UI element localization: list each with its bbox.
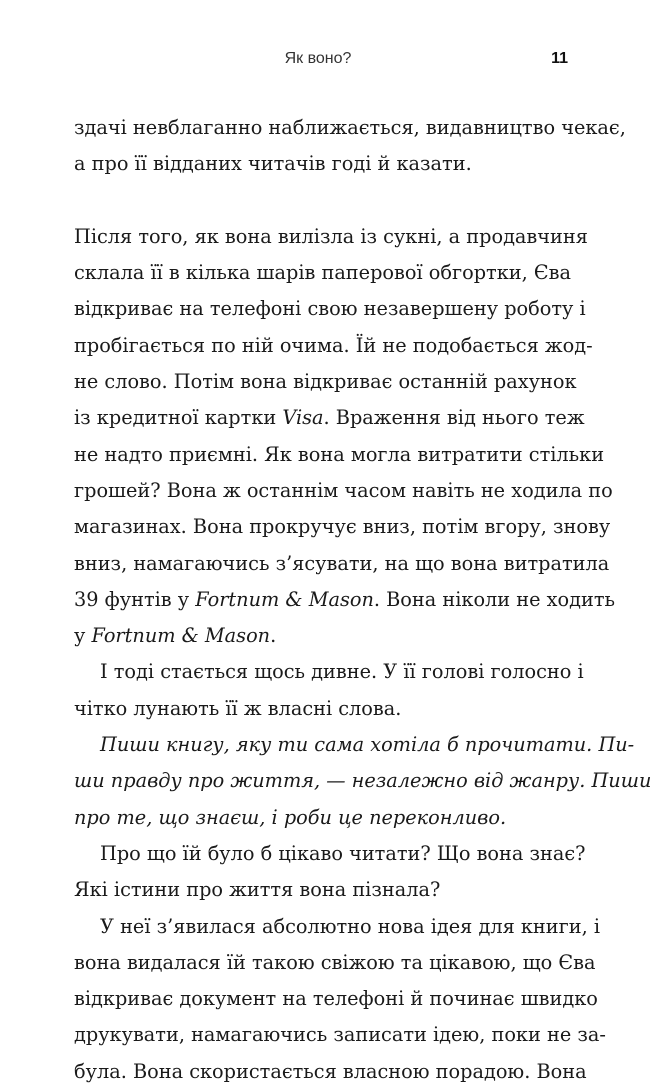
text-line: була. Вона скористається власною порадою. Вона (74, 1059, 587, 1083)
text-line: склала її в кілька шарів паперової обгортки, Єва (74, 261, 571, 285)
text-line: Після того, як вона вилізла із сукні, а продавчиня (74, 224, 588, 248)
text-segment: у (74, 624, 86, 648)
text-segment: 39 фунтів у (74, 587, 190, 611)
text-segment: . Вона ніколи не ходить (373, 587, 616, 611)
text-segment: . Враження від нього теж (323, 406, 585, 430)
text-line: друкувати, намагаючись записати ідею, поки не за- (74, 1023, 606, 1047)
text-line: грошей? Вона ж останнім часом навіть не ходила по (74, 478, 613, 502)
text-line: відкриває на телефоні свою незавершену роботу і (74, 297, 586, 321)
text-line: Які істини про життя вона пізнала? (74, 878, 441, 902)
brand-fortnum: Fortnum & Mason (91, 624, 271, 648)
text-line: чітко лунають її ж власні слова. (74, 696, 402, 720)
text-line: відкриває документ на телефоні й починає швидко (74, 987, 598, 1011)
body-text (74, 110, 651, 1090)
brand-fortnum: Fortnum & Mason (195, 587, 374, 611)
quote-line: ши правду про життя, — незалежно від жанру. Пиши (74, 769, 651, 793)
text-line: пробігається по ній очима. Їй не подобається жод- (74, 333, 593, 357)
text-line: магазинах. Вона прокручує вниз, потім вгору, знову (74, 515, 611, 539)
text-line: а про її відданих читачів годі й казати. (74, 152, 472, 176)
page-number: 11 (551, 50, 568, 67)
text-line: не слово. Потім вона відкриває останній рахунок (74, 370, 577, 394)
text-line: вона видалася їй такою свіжою та цікавою, що Єва (74, 950, 596, 974)
text-line (74, 400, 585, 436)
brand-visa: Visa (282, 406, 324, 430)
text-line: не надто приємні. Як вона могла витратити стільки (74, 442, 605, 466)
quote-line: Пиши книгу, яку ти сама хотіла б прочитати. Пи- (100, 733, 635, 757)
running-title: Як воно? (284, 50, 352, 67)
text-segment: із кредитної картки (74, 406, 277, 430)
text-line: У неї з’явилася абсолютно нова ідея для книги, і (100, 914, 600, 938)
text-segment: . (270, 624, 277, 648)
quote-line: про те, що знаєш, і роби це переконливо. (74, 805, 507, 829)
running-header (0, 50, 642, 74)
text-line (74, 618, 570, 654)
text-line: Про що їй було б цікаво читати? Що вона знає? (100, 841, 586, 865)
text-line: здачі невблаганно наближається, видавництво чекає, (74, 116, 626, 139)
text-line: вниз, намагаючись з’ясувати, на що вона витратила (74, 551, 610, 575)
text-line (74, 582, 616, 618)
paragraph-gap (74, 183, 570, 219)
text-line: І тоді стається щось дивне. У її голові голосно і (100, 660, 584, 684)
